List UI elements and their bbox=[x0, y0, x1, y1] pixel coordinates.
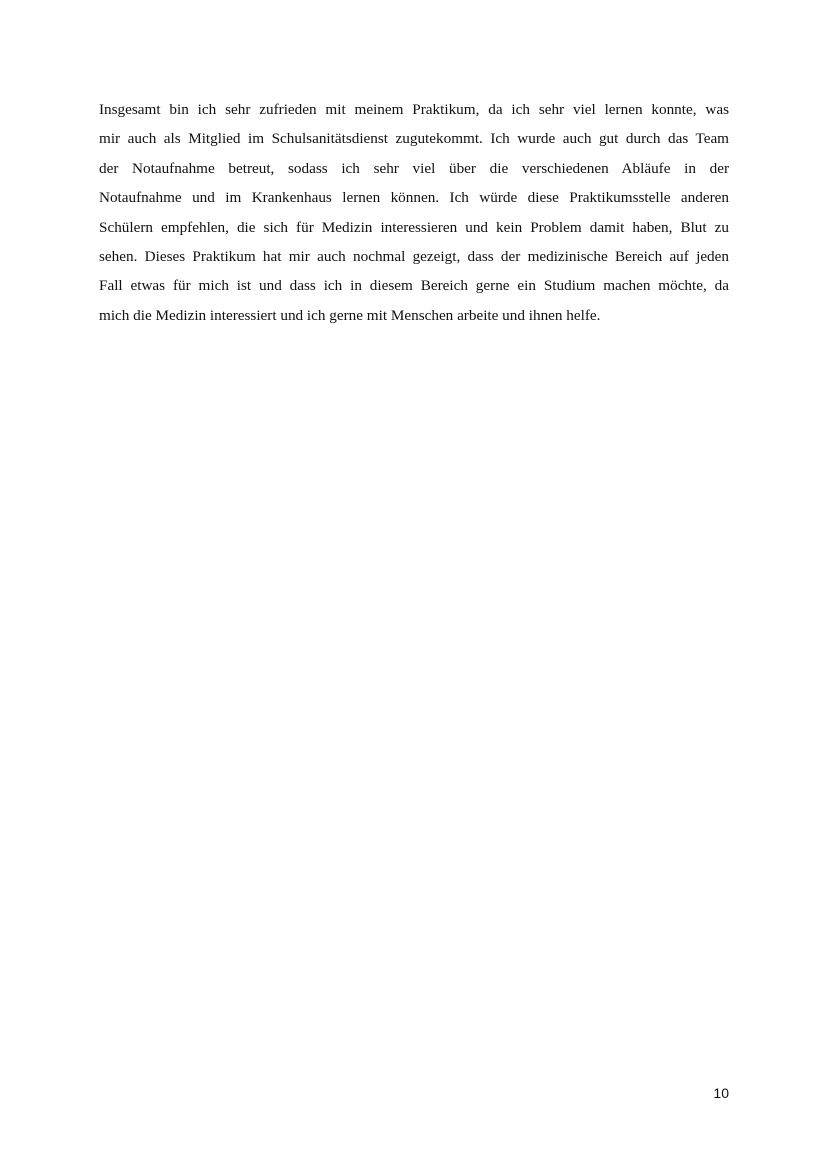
paragraph-line-2: mir auch als Mitglied im Schulsanitätsdienst zugutekommt. Ich wurde auch gut durch das Team bbox=[99, 130, 729, 148]
paragraph-line-4: Notaufnahme und im Krankenhaus lernen können. Ich würde diese Praktikumsstelle anderen bbox=[99, 189, 729, 207]
paragraph-line-1: Insgesamt bin ich sehr zufrieden mit meinem Praktikum, da ich sehr viel lernen konnte, was bbox=[99, 101, 729, 118]
body-paragraph bbox=[99, 95, 729, 330]
paragraph-line-6: sehen. Dieses Praktikum hat mir auch nochmal gezeigt, dass der medizinische Bereich auf jeden bbox=[99, 248, 729, 266]
paragraph-line-3: der Notaufnahme betreut, sodass ich sehr viel über die verschiedenen Abläufe in der bbox=[99, 159, 729, 177]
paragraph-line-5: Schülern empfehlen, die sich für Medizin interessieren und kein Problem damit haben, Blut zu bbox=[99, 218, 729, 236]
paragraph-line-8: mich die Medizin interessiert und ich gerne mit Menschen arbeite und ihnen helfe. bbox=[99, 306, 601, 324]
paragraph-line-7: Fall etwas für mich ist und dass ich in diesem Bereich gerne ein Studium machen möchte, da bbox=[99, 277, 729, 295]
page-number: 10 bbox=[713, 1085, 729, 1101]
